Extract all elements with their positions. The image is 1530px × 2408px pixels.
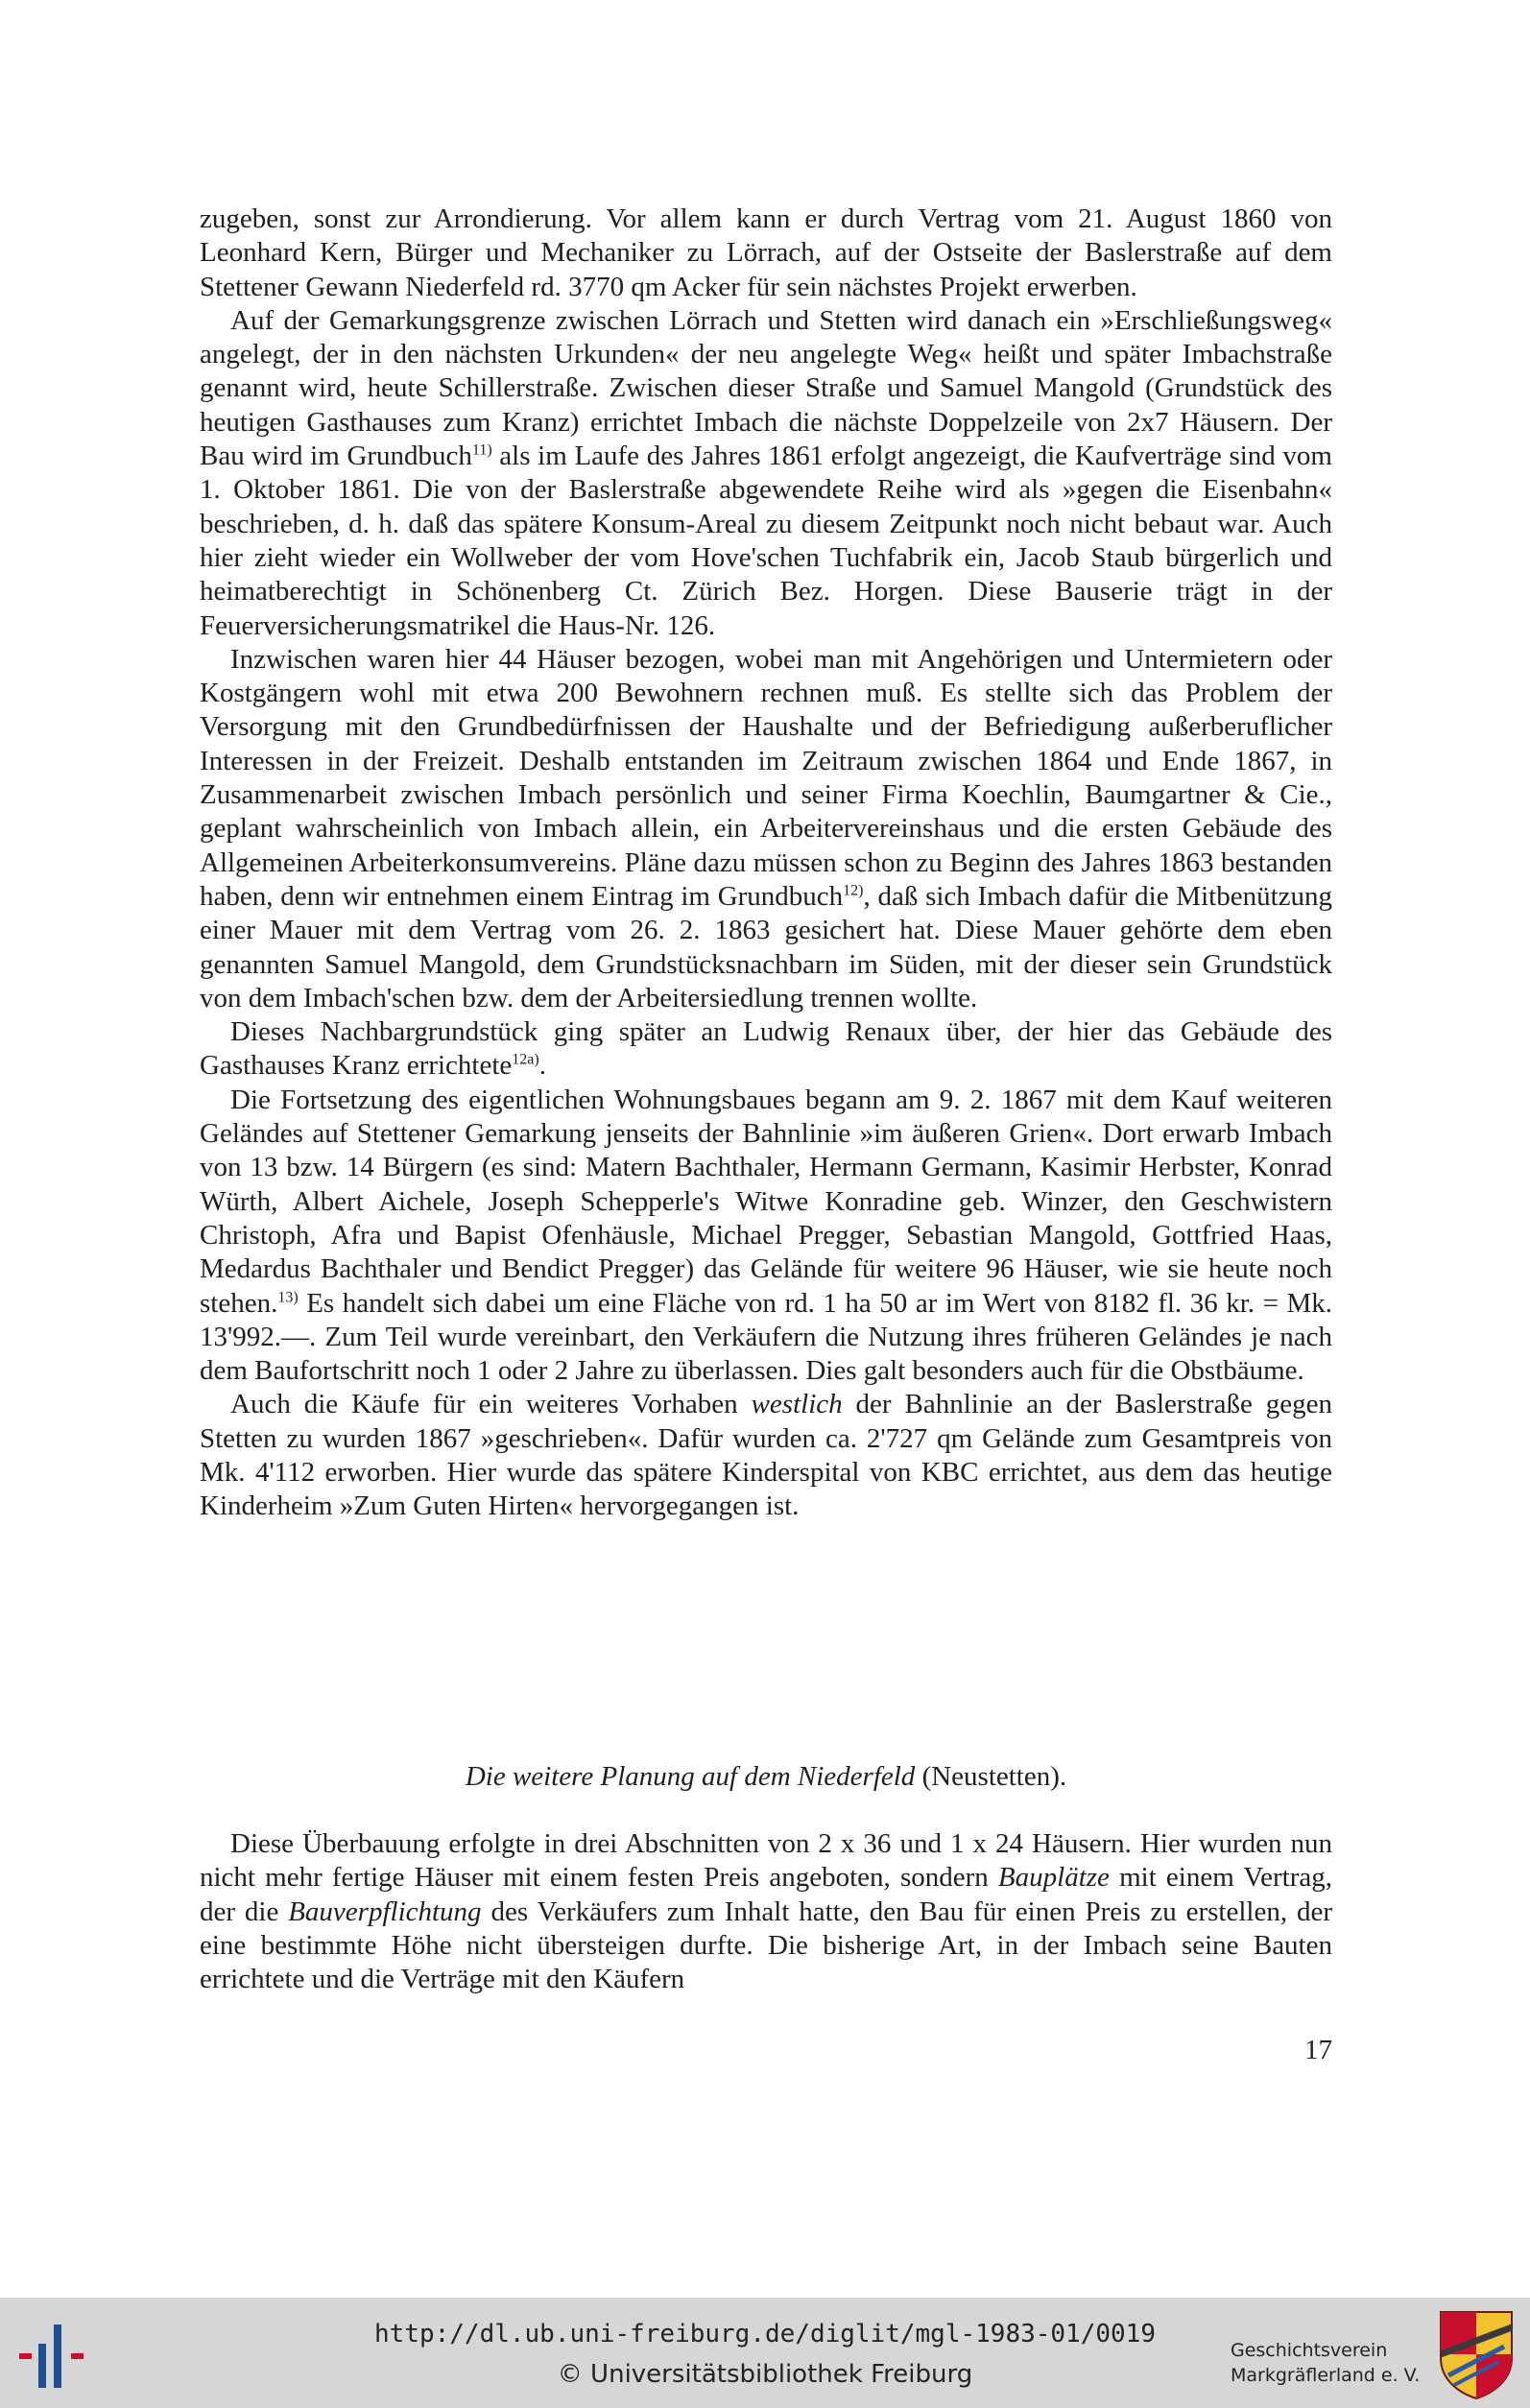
paragraph-3: Inzwischen waren hier 44 Häuser bezogen, wobei man mit Angehörigen und Untermietern oder Kostgängern wohl mit etwa 200 Bewohnern rechnen muß. Es stellte sich das Problem der Versorgung mit den Grundbedürfnissen der Haushalte und der Befriedigung außerberuflicher Interessen in der Freizeit. Deshalb entstanden im Zeitraum zwischen 1864 und Ende 1867, in Zusammenarbeit zwischen Imbach persönlich und seiner Firma Koechlin, Baumgartner & Cie., geplant wahrscheinlich von Imbach allein, ein Arbeitervereinshaus und die ersten Gebäude des Allgemeinen Arbeiterkonsumvereins. Pläne dazu müssen schon zu Beginn des Jahres 1863 bestanden haben, denn wir entnehmen einem Eintrag im Grundbuch$^{12)}$, daß sich Imbach dafür die Mitbenützung einer Mauer mit dem Vertrag vom 26. 2. 1863 gesichert hat. Diese Mauer gehörte dem eben genannten Samuel Mangold, dem Grundstücksnachbarn im Süden, mit der dieser sein Grundstück von dem Imbach'schen bzw. dem der Arbeitersiedlung trennen wollte. (200, 643, 1332, 1013)
section-heading (200, 1760, 1332, 1794)
body-text-bottom (200, 1827, 1332, 1996)
emphasis-westlich: westlich (751, 1389, 843, 1420)
emphasis-bauplaetze: Bauplätze (997, 1862, 1110, 1894)
paragraph-4: Dieses Nachbargrundstück ging später an Ludwig Renaux über, der hier das Gebäude des Gasthauses Kranz errichtete$^{12a)}$. (200, 1016, 1332, 1082)
paragraph-1: zugeben, sonst zur Arrondierung. Vor allem kann er durch Vertrag vom 21. August 1860 von Leonhard Kern, Bürger und Mechaniker zu Lörrach, auf der Ostseite der Baslerstraße auf dem Stettener Gewann Niederfeld rd. 3770 qm Acker für sein nächstes Projekt erwerben. (200, 203, 1332, 302)
paragraph-6: Auch die Käufe für ein weiteres Vorhaben westlich der Bahnlinie an der Baslerstraße gegen Stetten zu wurden 1867 »geschrieben«. Dafür wurden ca. 2'727 qm Gelände zum Gesamtpreis von Mk. 4'112 erworben. Hier wurde das spätere Kinderspital von KBC errichtet, aus dem das heutige Kinderheim »Zum Guten Hirten« hervorgegangen ist. (200, 1389, 1332, 1522)
footnote-ref-11[interactable]: 11) (471, 441, 492, 459)
body-text-top (200, 203, 1332, 1524)
footnote-ref-12[interactable]: 12) (843, 882, 864, 899)
coat-of-arms-icon (1437, 2308, 1516, 2400)
paragraph-5: Die Fortsetzung des eigentlichen Wohnungsbaues begann am 9. 2. 1867 mit dem Kauf weiteren Geländes auf Stettener Gemarkung jenseits der Bahnlinie »im äußeren Grien«. Dort erwarb Imbach von 13 bzw. 14 Bürgern (es sind: Matern Bachthaler, Hermann Germann, Kasimir Herbster, Konrad Würth, Albert Aichele, Joseph Schepperle's Witwe Konradine geb. Winzer, den Geschwistern Christoph, Afra und Bapist Ofenhäusle, Michael Pregger, Sebastian Mangold, Gottfried Haas, Medardus Bachthaler und Bendict Pregger) das Gelände für weitere 96 Häuser, wie sie heute noch stehen.$^{13)}$ Es handelt sich dabei um eine Fläche von rd. 1 ha 50 ar im Wert von 8182 fl. 36 kr. = Mk. 13'992.—. Zum Teil wurde vereinbart, den Verkäufern die Nutzung ihres früheren Geländes je nach dem Baufortschritt noch 1 oder 2 Jahre zu überlassen. Dies galt besonders auch für die Obstbäume. (200, 1084, 1332, 1387)
emphasis-bauverpflichtung: Bauverpflichtung (288, 1895, 482, 1927)
page-number: 17 (1304, 2035, 1332, 2065)
society-line-2: Markgräflerland e. V. (1231, 2365, 1421, 2386)
section-heading-plain: (Neustetten). (915, 1761, 1067, 1792)
paragraph-7: Diese Überbauung erfolgte in drei Abschnitten von 2 x 36 und 1 x 24 Häusern. Hier wurden nun nicht mehr fertige Häuser mit einem festen Preis angeboten, sondern Bauplätze mit einem Vertrag, der die Bauverpflichtung des Verkäufers zum Inhalt hatte, den Bau für einen Preis zu erstellen, der eine bestimmte Höhe nicht übersteigen durfte. Die bisherige Art, in der Imbach seine Bauten errichtete und die Verträge mit den Käufern (200, 1828, 1332, 1995)
section-heading-italic: Die weitere Planung auf dem Niederfeld (465, 1761, 916, 1792)
footnote-ref-12a[interactable]: 12a) (512, 1051, 539, 1068)
footer-copyright: © Universitätsbibliothek Freiburg (557, 2360, 973, 2389)
footnote-ref-13[interactable]: 13) (277, 1288, 299, 1305)
footer-url[interactable]: http://dl.ub.uni-freiburg.de/diglit/mgl-1983-01/0019 (374, 2320, 1156, 2348)
society-line-1: Geschichtsverein (1231, 2340, 1388, 2361)
paragraph-2: Auf der Gemarkungsgrenze zwischen Lörrach und Stetten wird danach ein »Erschließungsweg« angelegt, der in den nächsten Urkunden« der neu angelegte Weg« heißt und später Imbachstraße genannt wird, heute Schillerstraße. Zwischen dieser Straße und Samuel Mangold (Grundstück des heutigen Gasthauses zum Kranz) errichtet Imbach die nächste Doppelzeile von 2x7 Häusern. Der Bau wird im Grundbuch$^{11)}$ als im Laufe des Jahres 1861 erfolgt angezeigt, die Kaufverträge sind vom 1. Oktober 1861. Die von der Baslerstraße abgewendete Reihe wird als »gegen die Eisenbahn« beschrieben, d. h. daß das spätere Konsum-Areal zu diesem Zeitpunkt noch nicht bebaut war. Auch hier zieht wieder ein Wollweber der vom Hove'schen Tuchfabrik ein, Jacob Staub bürgerlich und heimatberechtigt in Schönenberg Ct. Zürich Bez. Horgen. Diese Bauserie trägt in der Feuerversicherungsmatrikel die Haus-Nr. 126. (200, 304, 1332, 641)
footer-society-name (1231, 2338, 1432, 2388)
